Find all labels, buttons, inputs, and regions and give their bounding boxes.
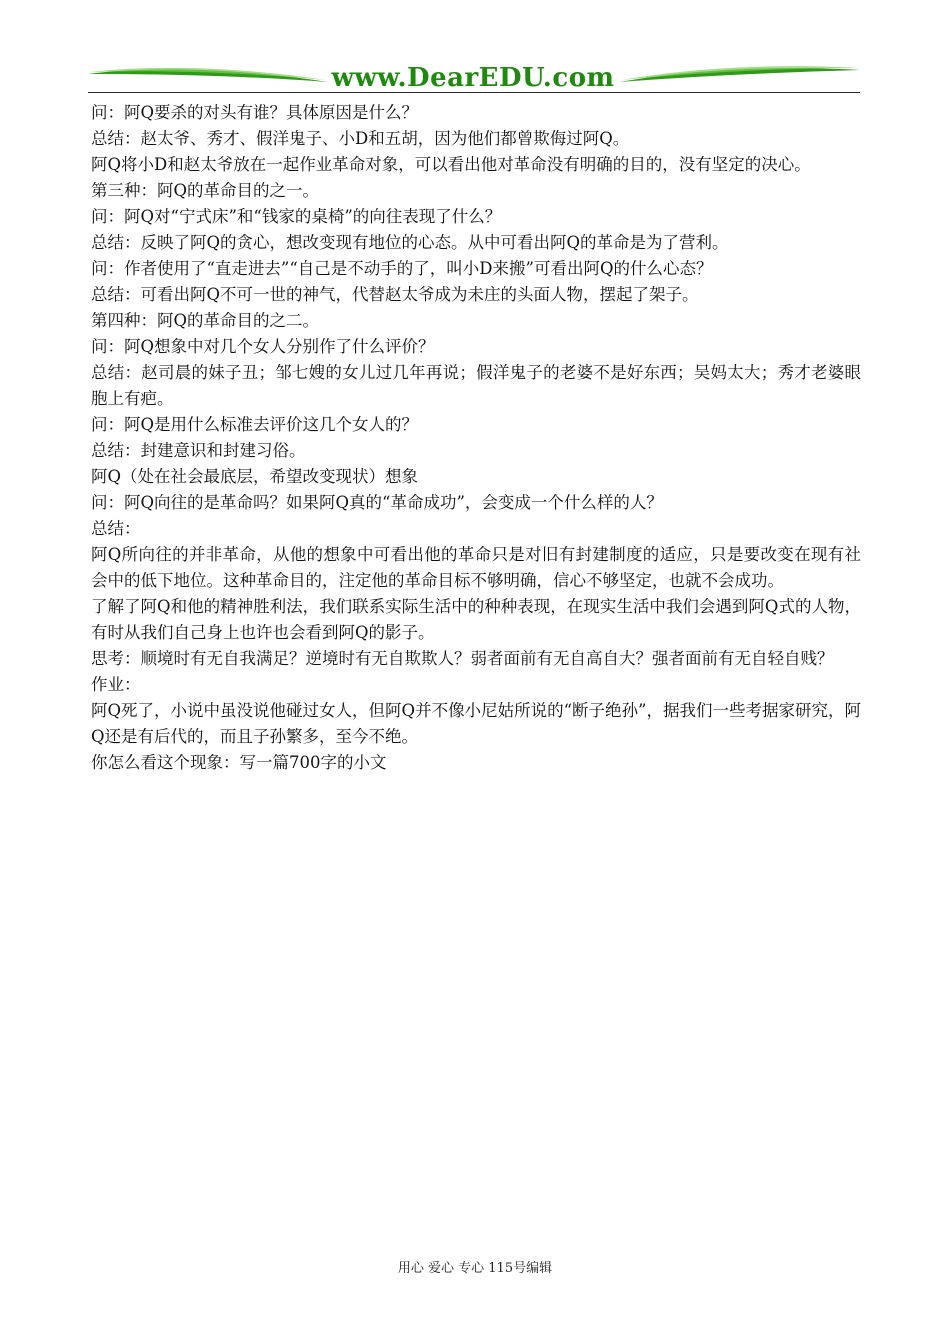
paragraph: 阿Q（处在社会最底层，希望改变现状）想象	[91, 467, 419, 486]
paragraph: 思考：顺境时有无自我满足？逆境时有无自欺欺人？弱者面前有无自高自大？强者面前有无自轻自贱？	[91, 649, 834, 668]
paragraph: 阿Q死了，小说中虽没说他碰过女人，但阿Q并不像小尼姑所说的“断子绝孙”，据我们一些考据家研究，阿Q还是有后代的，而且子孙繁多，至今不绝。	[91, 701, 861, 746]
paragraph: 问：阿Q对“宁式床”和“钱家的桌椅”的向往表现了什么？	[91, 207, 502, 226]
page-footer: 用心 爱心 专心 115号编辑	[397, 1261, 553, 1276]
paragraph: 问：阿Q想象中对几个女人分别作了什么评价？	[91, 337, 435, 356]
paragraph: 你怎么看这个现象：写一篇700字的小文	[91, 753, 387, 772]
paragraph: 作业：	[91, 675, 141, 694]
paragraph: 第四种：阿Q的革命目的之二。	[91, 311, 320, 330]
paragraph: 阿Q将小D和赵太爷放在一起作业革命对象，可以看出他对革命没有明确的目的，没有坚定的决心。	[91, 155, 811, 174]
paragraph: 问：阿Q向往的是革命吗？如果阿Q真的“革命成功”，会变成一个什么样的人？	[91, 493, 663, 512]
site-logo-text: www.DearEDU.com	[331, 63, 615, 93]
paragraph: 第三种：阿Q的革命目的之一。	[91, 181, 320, 200]
paragraph: 总结：赵司晨的妹子丑；邹七嫂的女儿过几年再说；假洋鬼子的老婆不是好东西；吴妈太大；秀才老婆眼胞上有疤。	[91, 363, 861, 408]
paragraph: 总结：封建意识和封建习俗。	[91, 441, 306, 460]
document-body	[91, 100, 861, 776]
header-divider	[88, 92, 860, 93]
paragraph: 问：阿Q要杀的对头有谁？具体原因是什么？	[91, 103, 419, 122]
paragraph: 问：作者使用了“直走进去”“自己是不动手的了，叫小D来搬”可看出阿Q的什么心态？	[91, 259, 713, 278]
paragraph: 总结：可看出阿Q不可一世的神气，代替赵太爷成为未庄的头面人物，摆起了架子。	[91, 285, 699, 304]
paragraph: 总结：赵太爷、秀才、假洋鬼子、小D和五胡，因为他们都曾欺侮过阿Q。	[91, 129, 630, 148]
paragraph: 了解了阿Q和他的精神胜利法，我们联系实际生活中的种种表现，在现实生活中我们会遇到阿Q式的人物，有时从我们自己身上也许也会看到阿Q的影子。	[91, 597, 861, 642]
paragraph: 总结：反映了阿Q的贪心，想改变现有地位的心态。从中可看出阿Q的革命是为了营利。	[91, 233, 729, 252]
paragraph: 阿Q所向往的并非革命，从他的想象中可看出他的革命只是对旧有封建制度的适应，只是要改变在现有社会中的低下地位。这种革命目的，注定他的革命目标不够明确，信心不够坚定，也就不会成功。	[91, 545, 861, 590]
paragraph: 问：阿Q是用什么标准去评价这几个女人的？	[91, 415, 419, 434]
paragraph: 总结：	[91, 519, 141, 538]
site-header	[88, 62, 860, 94]
